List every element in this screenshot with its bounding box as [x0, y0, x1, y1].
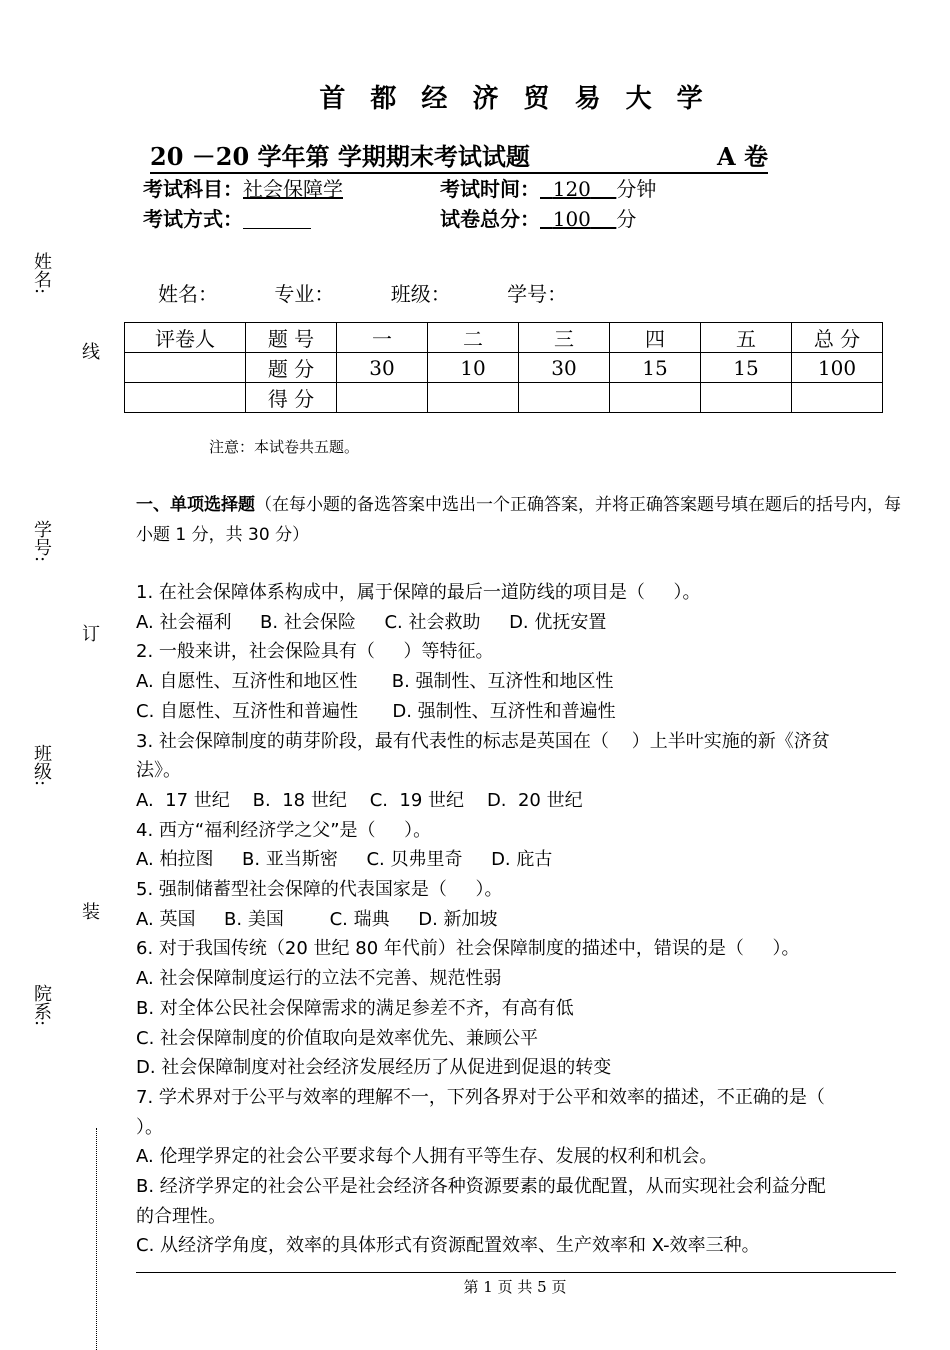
score-table-row [125, 353, 883, 383]
exam-title [150, 142, 768, 174]
list-item: 7. 学术界对于公平与效率的理解不一，下列各界对于公平和效率的描述，不正确的是（ [136, 1086, 825, 1108]
list-item: 法》。 [136, 760, 181, 782]
list-item: A. 英国 B. 美国 C. 瑞典 D. 新加坡 [136, 908, 498, 930]
total-row [440, 205, 636, 233]
university-name: 首 都 经 济 贸 易 大 学 [319, 84, 711, 114]
question-list [136, 578, 906, 1261]
table-cell: 五 [701, 323, 792, 353]
section-instruction: （在每小题的备选答案中选出一个正确答案，并将正确答案题号填在题后的括号内，每小题 1 分，共 30 分） [136, 495, 901, 545]
mode-blank [243, 208, 311, 229]
table-cell: 15 [701, 353, 792, 383]
margin-line-label: 线 [79, 342, 100, 360]
table-cell: 30 [337, 353, 428, 383]
time-unit: 分钟 [616, 177, 657, 201]
score-input-cell[interactable] [792, 383, 883, 413]
student-name-label: 姓名： [158, 282, 218, 306]
exam-note: 注意：本试卷共五题。 [209, 438, 360, 456]
score-input-cell[interactable] [428, 383, 519, 413]
margin-class-label: 班级: [31, 744, 52, 787]
section-title: 一、单项选择题 [136, 495, 255, 515]
list-item: 5. 强制储蓄型社会保障的代表国家是（ ）。 [136, 879, 503, 901]
list-item: A. 17 世纪 B. 18 世纪 C. 19 世纪 D. 20 世纪 [136, 789, 583, 811]
list-item: C. 从经济学角度，效率的具体形式有资源配置效率、生产效率和 X-效率三种。 [136, 1235, 760, 1257]
list-item: C. 自愿性、互济性和普遍性 D. 强制性、互济性和普遍性 [136, 700, 616, 722]
time-label: 考试时间： [440, 177, 540, 201]
table-cell: 总 分 [792, 323, 883, 353]
binding-dotted-line [96, 1128, 97, 1350]
table-cell: 四 [610, 323, 701, 353]
table-cell: 10 [428, 353, 519, 383]
score-table-row [125, 383, 883, 413]
table-cell: 二 [428, 323, 519, 353]
list-item: 的合理性。 [136, 1205, 226, 1227]
page-footer: 第 1 页 共 5 页 [463, 1278, 567, 1296]
table-cell: 一 [337, 323, 428, 353]
time-row [440, 175, 656, 203]
table-cell: 评卷人 [125, 323, 246, 353]
list-item: A. 社会保障制度运行的立法不完善、规范性弱 [136, 968, 502, 990]
score-table [124, 322, 883, 413]
subject-label: 考试科目： [143, 177, 243, 201]
student-id-label: 学号： [507, 282, 568, 306]
subject-row [143, 175, 343, 203]
list-item: A. 伦理学界定的社会公平要求每个人拥有平等生存、发展的权利和机会。 [136, 1146, 718, 1168]
list-item: 4. 西方“福利经济学之父”是（ ）。 [136, 819, 432, 841]
table-cell: 得 分 [246, 383, 337, 413]
student-class-label: 班级： [390, 282, 451, 306]
score-input-cell[interactable] [519, 383, 610, 413]
student-major-label: 专业： [274, 282, 335, 306]
margin-department-label: 院系: [31, 984, 52, 1027]
margin-ding-label: 订 [79, 624, 100, 642]
table-cell: 三 [519, 323, 610, 353]
list-item: D. 社会保障制度对社会经济发展经历了从促进到促退的转变 [136, 1057, 612, 1079]
score-input-cell[interactable] [337, 383, 428, 413]
time-value: 120 [552, 177, 591, 201]
table-cell: 30 [519, 353, 610, 383]
list-item: B. 经济学界定的社会公平是社会经济各种资源要素的最优配置，从而实现社会利益分配 [136, 1176, 826, 1198]
margin-zhuang-label: 装 [79, 902, 100, 920]
table-cell: 15 [610, 353, 701, 383]
list-item: ）。 [136, 1116, 163, 1138]
table-cell [125, 383, 246, 413]
total-unit: 分 [616, 207, 637, 231]
table-cell: 题 分 [246, 353, 337, 383]
score-input-cell[interactable] [701, 383, 792, 413]
exam-title-text: 20 －20 学年第 学期期末考试试题 [150, 142, 530, 171]
mode-row [143, 205, 311, 233]
section-heading [136, 490, 904, 550]
list-item: A. 社会福利 B. 社会保险 C. 社会救助 D. 优抚安置 [136, 611, 607, 633]
paper-version: A 卷 [717, 142, 768, 171]
margin-name-label: 姓名: [31, 252, 52, 295]
mode-label: 考试方式： [143, 207, 243, 231]
list-item: C. 社会保障制度的价值取向是效率优先、兼顾公平 [136, 1027, 539, 1049]
list-item: 2. 一般来讲，社会保险具有（ ）等特征。 [136, 641, 494, 663]
table-cell [125, 353, 246, 383]
list-item: 6. 对于我国传统（20 世纪 80 年代前）社会保障制度的描述中，错误的是（ ）。 [136, 938, 800, 960]
table-cell: 100 [792, 353, 883, 383]
total-value: 100 [552, 207, 591, 231]
subject-value: 社会保障学 [243, 177, 343, 201]
student-info-line [158, 278, 617, 307]
list-item: 1. 在社会保障体系构成中，属于保障的最后一道防线的项目是（ ）。 [136, 582, 701, 603]
list-item: 3. 社会保障制度的萌芽阶段，最有代表性的标志是英国在（ ）上半叶实施的新《济贫 [136, 730, 830, 752]
list-item: B. 对全体公民社会保障需求的满足参差不齐，有高有低 [136, 997, 574, 1019]
list-item: A. 自愿性、互济性和地区性 B. 强制性、互济性和地区性 [136, 671, 614, 693]
list-item: A. 柏拉图 B. 亚当斯密 C. 贝弗里奇 D. 庇古 [136, 849, 553, 871]
table-cell: 题 号 [246, 323, 337, 353]
footer-divider [136, 1272, 896, 1273]
score-input-cell[interactable] [610, 383, 701, 413]
total-label: 试卷总分： [440, 207, 540, 231]
margin-student-id-label: 学号: [31, 520, 52, 563]
score-table-row [125, 323, 883, 353]
